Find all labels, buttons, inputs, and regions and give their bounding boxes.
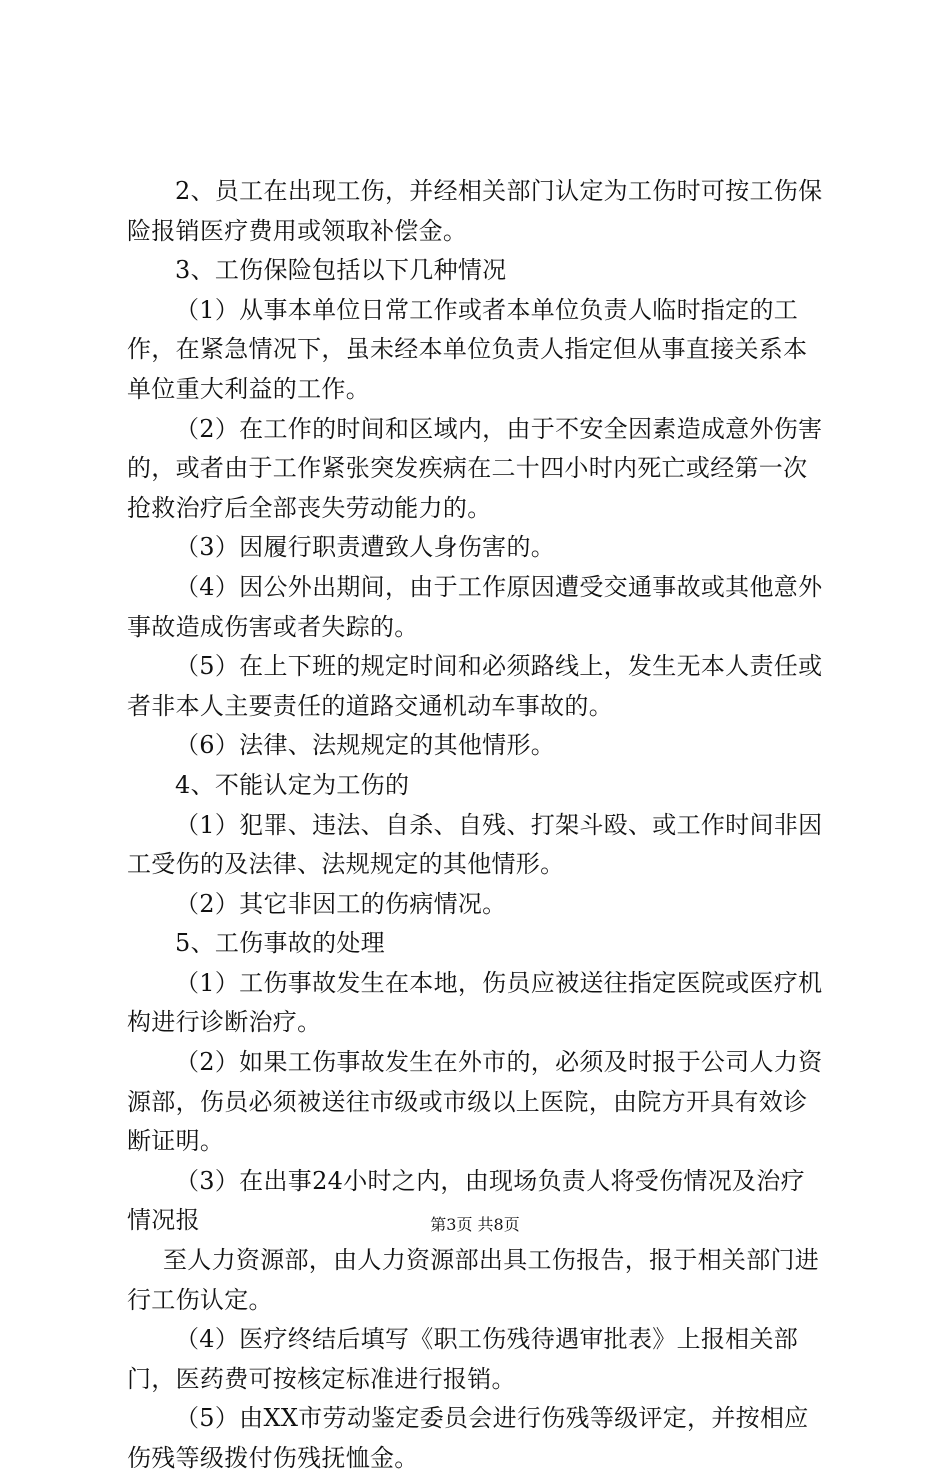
paragraph-handling-2: （2）如果工伤事故发生在外市的，必须及时报于公司人力资源部，伤员必须被送往市级或市级以上医院，由院方开具有效诊断证明。 bbox=[127, 1048, 823, 1156]
paragraph-case-5: （5）在上下班的规定时间和必须路线上，发生无本人责任或者非本人主要责任的道路交通机动车事故的。 bbox=[127, 652, 823, 720]
paragraph-handling-5: （5）由XX市劳动鉴定委员会进行伤残等级评定，并按相应伤残等级拨付伤残抚恤金。 bbox=[127, 1404, 809, 1472]
paragraph-exclusion-1: （1）犯罪、违法、自杀、自残、打架斗殴、或工作时间非因工受伤的及法律、法规规定的其他情形。 bbox=[127, 810, 823, 879]
paragraph-handling-3: （3）在出事24小时之内，由现场负责人将受伤情况及治疗情况报 bbox=[127, 1166, 805, 1235]
document-body bbox=[127, 172, 827, 1479]
page-number-footer: 第3页 共8页 bbox=[430, 1215, 520, 1234]
heading-accident-handling: 5、工伤事故的处理 bbox=[175, 929, 385, 958]
paragraph-claim-basis: 2、员工在出现工伤，并经相关部门认定为工伤时可按工伤保险报销医疗费用或领取补偿金。 bbox=[127, 177, 823, 245]
paragraph-handling-3-continued: 至人力资源部，由人力资源部出具工伤报告，报于相关部门进行工伤认定。 bbox=[127, 1246, 820, 1314]
heading-coverage-cases: 3、工伤保险包括以下几种情况 bbox=[175, 256, 507, 285]
paragraph-handling-4: （4）医疗终结后填写《职工伤残待遇审批表》上报相关部门，医药费可按核定标准进行报销。 bbox=[127, 1325, 799, 1393]
paragraph-exclusion-2: （2）其它非因工的伤病情况。 bbox=[175, 889, 507, 918]
heading-not-injury: 4、不能认定为工伤的 bbox=[175, 770, 410, 799]
paragraph-case-2: （2）在工作的时间和区域内，由于不安全因素造成意外伤害的，或者由于工作紧张突发疾病在二十四小时内死亡或经第一次抢救治疗后全部丧失劳动能力的。 bbox=[127, 414, 823, 522]
paragraph-handling-1: （1）工伤事故发生在本地，伤员应被送往指定医院或医疗机构进行诊断治疗。 bbox=[127, 968, 823, 1037]
paragraph-case-4: （4）因公外出期间，由于工作原因遭受交通事故或其他意外事故造成伤害或者失踪的。 bbox=[127, 572, 823, 641]
paragraph-case-6: （6）法律、法规规定的其他情形。 bbox=[175, 731, 556, 760]
paragraph-case-3: （3）因履行职责遭致人身伤害的。 bbox=[175, 533, 556, 562]
paragraph-case-1: （1）从事本单位日常工作或者本单位负责人临时指定的工作，在紧急情况下，虽未经本单位负责人指定但从事直接关系本单位重大利益的工作。 bbox=[127, 295, 808, 403]
